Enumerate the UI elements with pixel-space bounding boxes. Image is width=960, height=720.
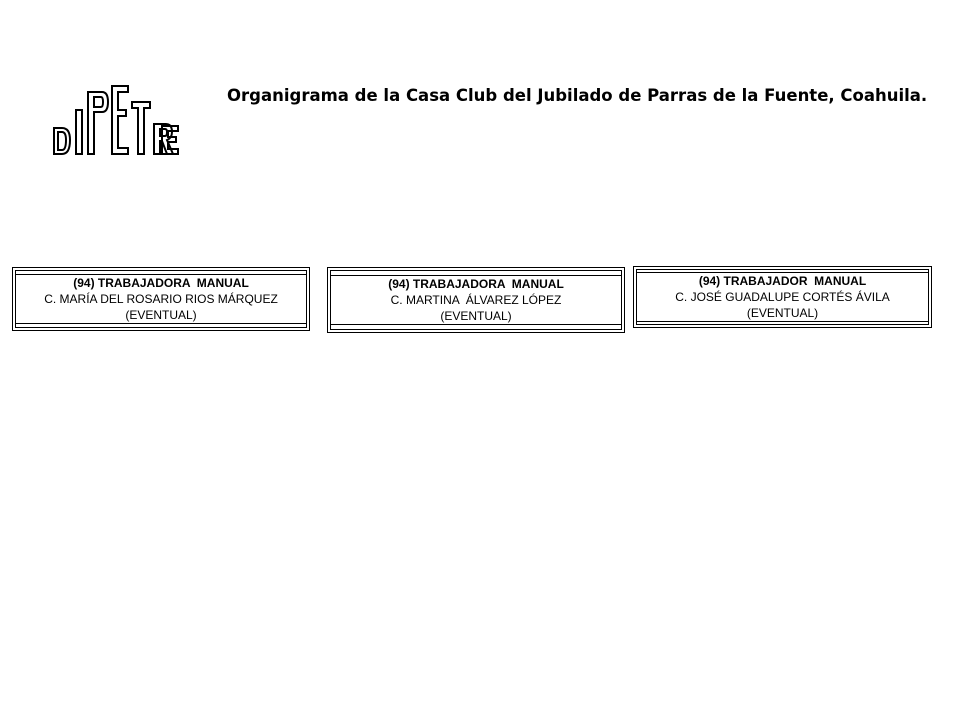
dipetre-logo [48, 80, 180, 160]
org-box-1-role: (94) TRABAJADORA MANUAL [73, 276, 249, 290]
org-box-2-status: (EVENTUAL) [440, 309, 512, 323]
org-box-2-content [331, 275, 621, 325]
org-box-3-name: C. JOSÉ GUADALUPE CORTÉS ÁVILA [675, 290, 890, 304]
org-box-1-content [16, 274, 306, 324]
org-box-3-status: (EVENTUAL) [746, 306, 819, 320]
org-box-3-content [637, 272, 928, 322]
org-box-1-name: C. MARÍA DEL ROSARIO RIOS MÁRQUEZ [44, 292, 278, 306]
dipetre-logo-graphic [48, 80, 180, 160]
page-title: Organigrama de la Casa Club del Jubilado de Parras de la Fuente, Coahuila. [227, 86, 928, 105]
org-box-1-status: (EVENTUAL) [125, 308, 197, 322]
org-box-1 [12, 267, 310, 331]
org-box-2-name: C. MARTINA ÁLVAREZ LÓPEZ [390, 293, 562, 307]
org-box-3-role: (94) TRABAJADOR MANUAL [698, 274, 867, 288]
org-box-3 [633, 266, 932, 328]
org-box-2-role: (94) TRABAJADORA MANUAL [388, 277, 564, 291]
org-box-2 [327, 267, 625, 333]
